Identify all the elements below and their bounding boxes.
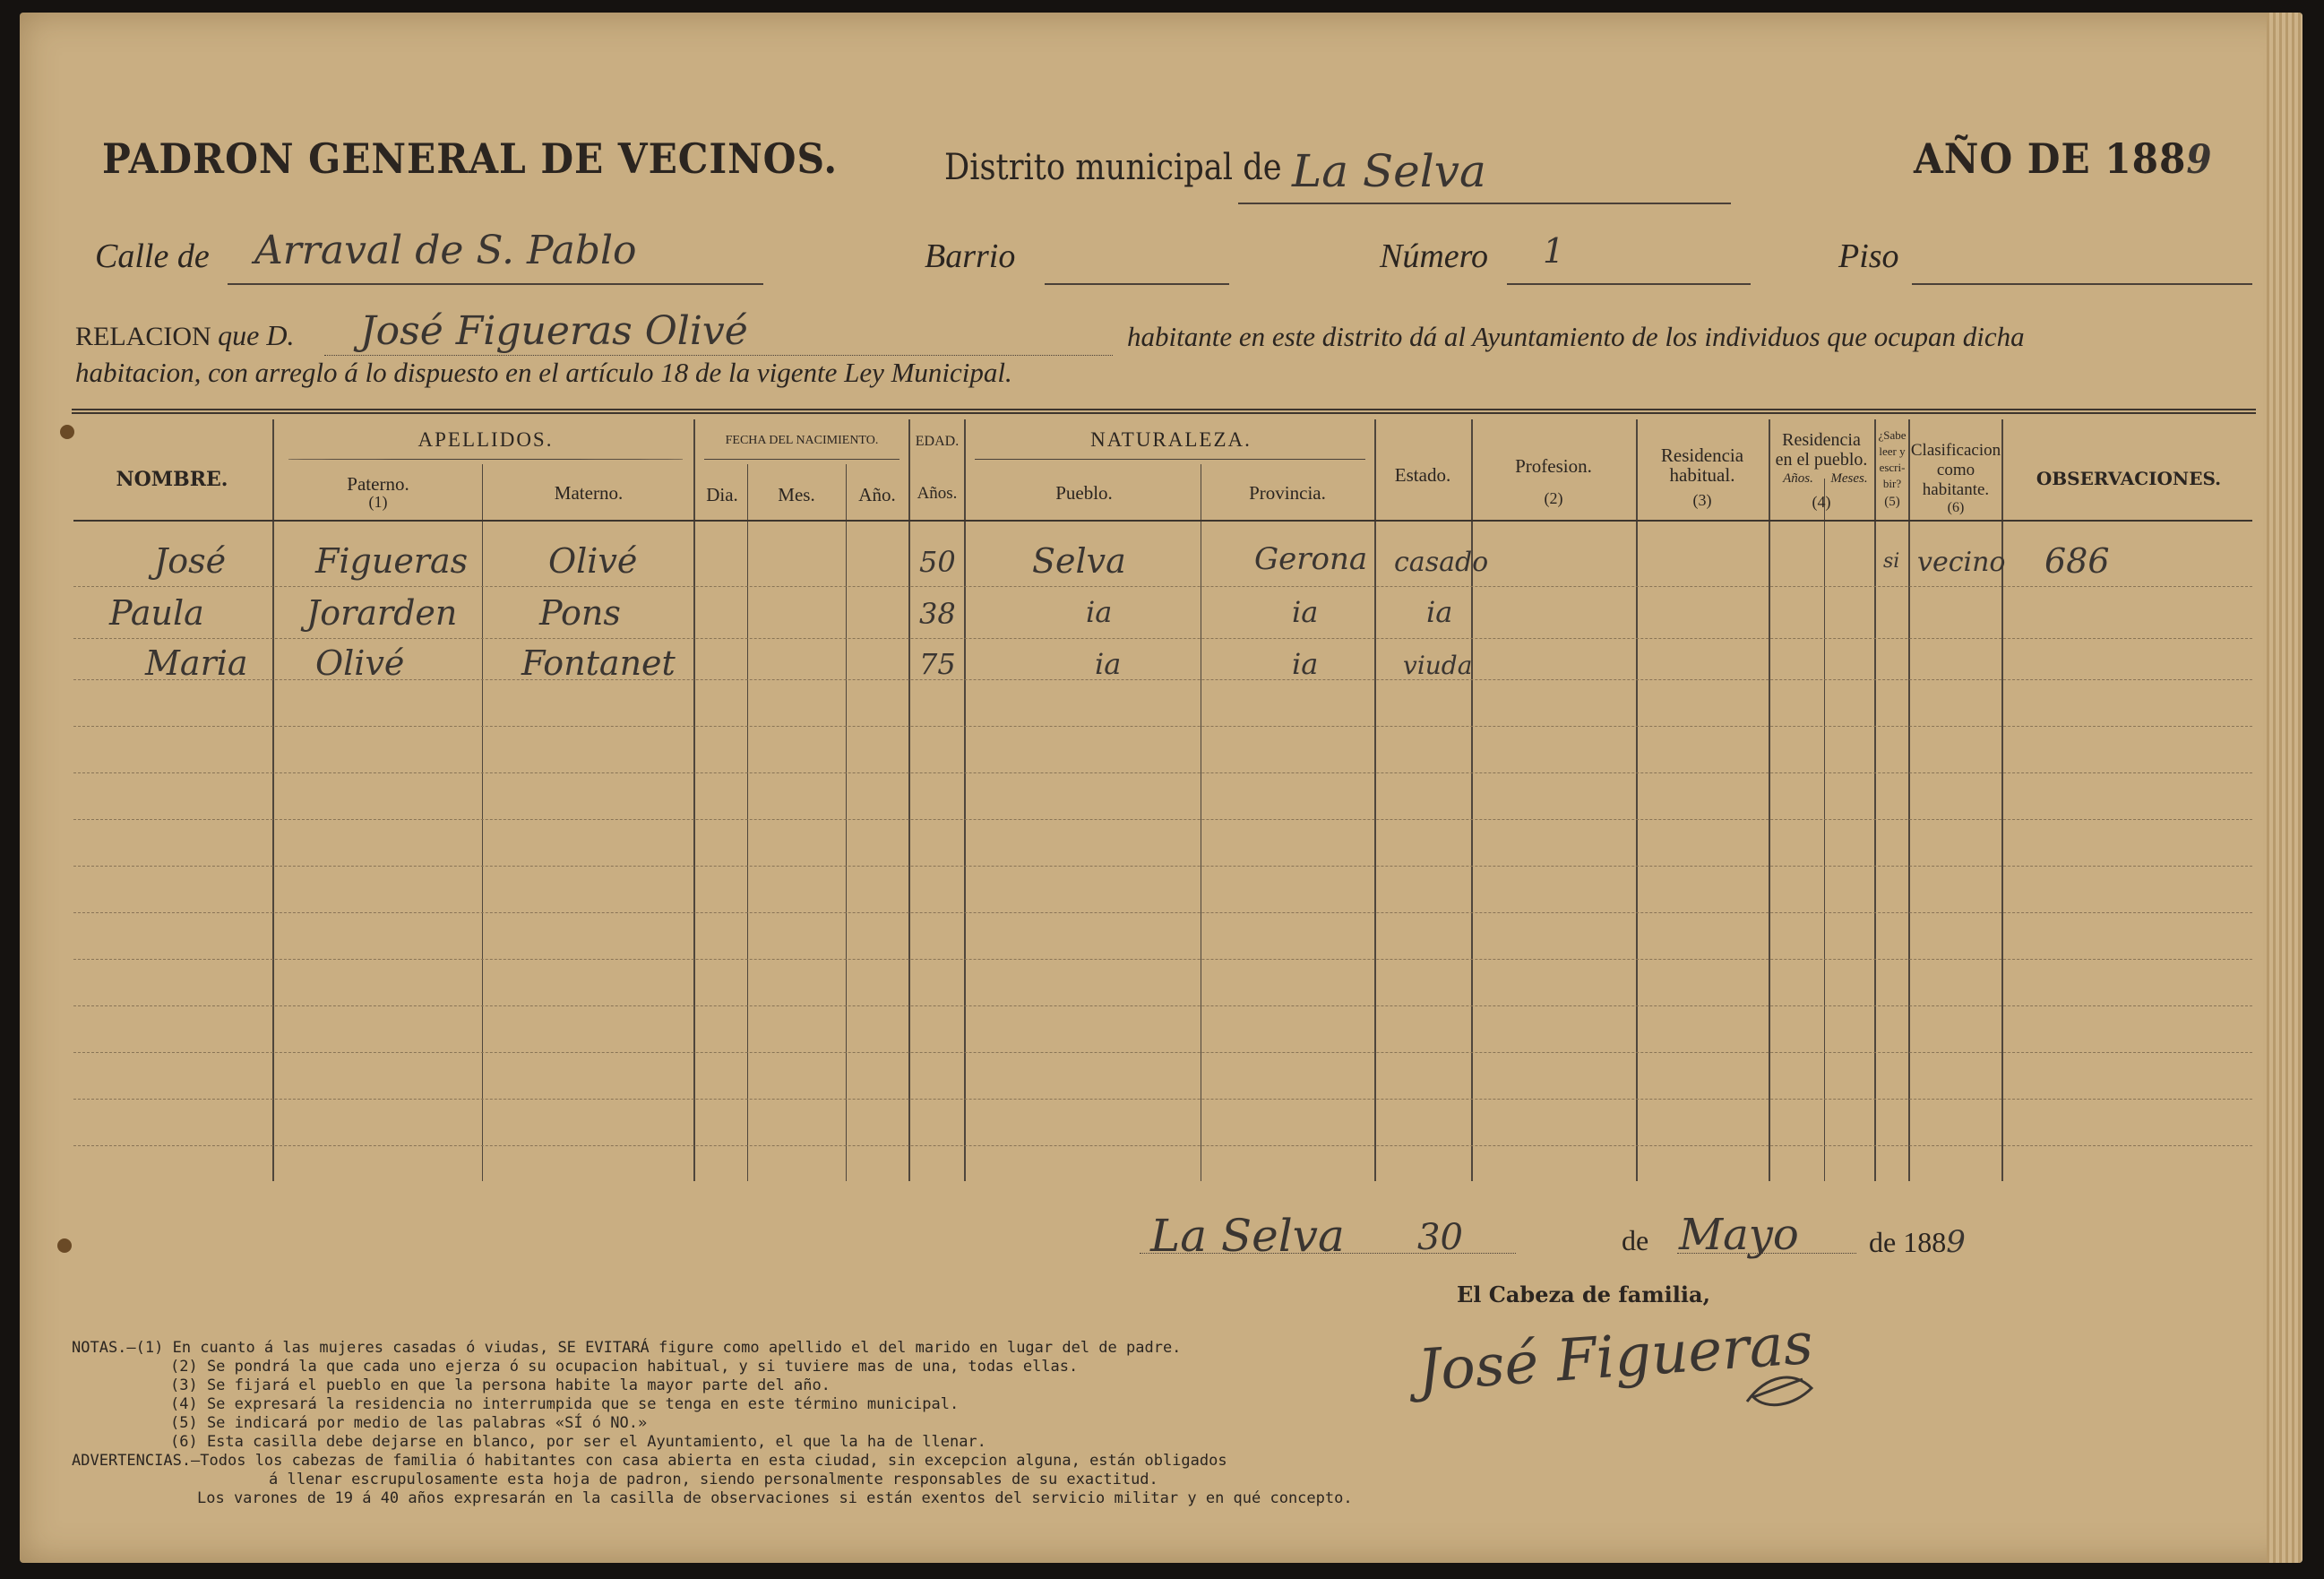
table-row-rule: [73, 772, 2252, 773]
table-row-rule: [73, 1099, 2252, 1100]
note-6: (6) Esta casilla debe dejarse en blanco, por ser el Ayuntamiento, el que la ha de llenar.: [170, 1433, 986, 1451]
table-row-rule: [73, 866, 2252, 867]
header-residencia-hab-num: (3): [1692, 491, 1712, 509]
table-row-rule: [73, 638, 2252, 639]
col-divider: [747, 464, 748, 1181]
year-label: AÑO DE 1889: [1914, 134, 2213, 183]
row-paterno: Olivé: [315, 643, 405, 683]
table-row-rule: [73, 1052, 2252, 1053]
header-provincia: Provincia.: [1249, 482, 1326, 504]
col-divider: [1824, 479, 1825, 1181]
row-nombre: Paula: [109, 593, 204, 633]
header-sabe-1: ¿Sabe: [1878, 428, 1907, 442]
row-nombre: José: [154, 541, 227, 581]
col-divider: [1908, 419, 1910, 1181]
cabeza-label: El Cabeza de familia,: [1457, 1281, 1710, 1307]
row-estado: casado: [1394, 547, 1489, 578]
note-2: (2) Se pondrá la que cada uno ejerza ó su ocupacion habitual, y si tuviere mas de una, todas ellas.: [170, 1358, 1079, 1376]
note-1: NOTAS.—(1) En cuanto á las mujeres casadas ó viudas, SE EVITARÁ figure como apellido el del marido en lugar del de padre.: [72, 1339, 1182, 1357]
header-residencia-anos: Años.: [1783, 471, 1813, 486]
street-value: Arraval de S. Pablo: [254, 228, 637, 273]
col-divider: [846, 464, 847, 1181]
row-observaciones: 686: [2044, 541, 2110, 581]
col-divider: [1374, 419, 1376, 1181]
binding-hole: [57, 1238, 72, 1253]
col-divider: [693, 419, 695, 1181]
row-materno: Fontanet: [521, 643, 676, 683]
col-divider: [908, 419, 910, 1181]
district-label: Distrito municipal de: [944, 147, 1282, 188]
table-row-rule: [73, 1005, 2252, 1006]
relacion-underline: [324, 355, 1113, 356]
note-3: (3) Se fijará el pueblo en que la persona habite la mayor parte del año.: [170, 1376, 831, 1394]
row-edad: 50: [919, 545, 956, 579]
header-estado: Estado.: [1394, 464, 1451, 486]
form-title: PADRON GENERAL DE VECINOS.: [102, 134, 839, 183]
header-profesion: Profesion.: [1515, 455, 1592, 477]
header-materno: Materno.: [554, 482, 624, 504]
header-clasif-3: habitante.: [1922, 480, 1990, 499]
naturaleza-brace: [975, 459, 1365, 460]
header-sabe-4: bir?: [1882, 477, 1902, 490]
district-underline: [1238, 203, 1731, 204]
street-underline: [228, 283, 763, 285]
header-bottom-rule: [73, 520, 2252, 522]
header-residencia-pue-1: Residencia: [1782, 430, 1861, 450]
table-row-rule: [73, 1145, 2252, 1146]
col-divider: [2001, 419, 2003, 1181]
row-materno: Olivé: [548, 541, 638, 581]
header-sabe-3: escri-: [1879, 461, 1906, 474]
header-pueblo: Pueblo.: [1055, 482, 1113, 504]
row-paterno: Figueras: [315, 541, 469, 581]
header-paterno: Paterno.: [347, 473, 409, 495]
advertencia-1: ADVERTENCIAS.—Todos los cabezas de familia ó habitantes con casa abierta en esta ciudad, sin excepcion alguna, están obligados: [72, 1452, 1227, 1470]
table-row-rule: [73, 959, 2252, 960]
row-provincia: ia: [1292, 595, 1319, 629]
header-profesion-num: (2): [1544, 489, 1563, 507]
relacion-name: José Figueras Olivé: [360, 308, 748, 354]
note-4: (4) Se expresará la residencia no interrumpida que se tenga en este término municipal.: [170, 1395, 960, 1413]
col-divider: [1874, 419, 1876, 1181]
row-pueblo: ia: [1095, 647, 1122, 681]
barrio-underline: [1045, 283, 1229, 285]
date-year: de 1889: [1869, 1224, 1966, 1260]
header-sabe-2: leer y: [1879, 444, 1906, 458]
row-sabe: si: [1883, 550, 1900, 573]
piso-label: Piso: [1838, 237, 1899, 275]
header-fecha: FECHA DEL NACIMIENTO.: [725, 434, 879, 447]
census-sheet: [20, 13, 2302, 1563]
header-anos: Años.: [917, 484, 958, 503]
district-value: La Selva: [1292, 145, 1486, 197]
col-divider: [1636, 419, 1638, 1181]
row-edad: 75: [919, 647, 956, 681]
fecha-brace: [704, 459, 899, 460]
header-clasif-1: Clasificacion: [1910, 441, 2001, 460]
col-divider: [1769, 419, 1770, 1181]
header-residencia-pue-2: en el pueblo.: [1775, 450, 1868, 470]
table-row-rule: [73, 912, 2252, 913]
advertencia-3: Los varones de 19 á 40 años expresarán en la casilla de observaciones si están exentos del servicio militar y en qué concepto.: [197, 1489, 1353, 1507]
advertencia-2: á llenar escrupulosamente esta hoja de padron, siendo personalmente responsables de su exactitud.: [269, 1471, 1158, 1488]
piso-underline: [1912, 283, 2252, 285]
page-edge: [2267, 13, 2302, 1563]
que-d-label: que D.: [218, 319, 295, 351]
relacion-text-2: habitacion, con arreglo á lo dispuesto en el artículo 18 de la vigente Ley Municipal.: [75, 357, 1012, 388]
notes-block: [72, 1339, 1353, 1508]
header-residencia-hab-2: habitual.: [1669, 464, 1735, 486]
header-residencia-meses: Meses.: [1830, 471, 1868, 486]
header-sabe-num: (5): [1884, 495, 1900, 509]
header-nombre: NOMBRE.: [116, 468, 228, 491]
relacion-line-1: [75, 319, 294, 352]
row-clasif: vecino: [1917, 547, 2006, 578]
row-estado: ia: [1426, 595, 1453, 629]
col-divider: [964, 419, 966, 1181]
col-divider: [1471, 419, 1473, 1181]
barrio-label: Barrio: [925, 237, 1016, 275]
binding-hole: [60, 425, 74, 439]
numero-label: Número: [1380, 237, 1489, 275]
header-residencia-hab-1: Residencia: [1660, 444, 1744, 466]
header-apellidos: APELLIDOS.: [417, 428, 554, 451]
date-day: 30: [1417, 1217, 1463, 1258]
header-clasif-num: (6): [1947, 500, 1965, 515]
row-estado: viuda: [1403, 651, 1473, 680]
table-top-rule: [72, 409, 2256, 414]
header-clasif-2: como: [1936, 461, 1975, 479]
note-5: (5) Se indicará por medio de las palabras «SÍ ó NO.»: [170, 1414, 648, 1432]
row-pueblo: ia: [1086, 595, 1113, 629]
header-paterno-num: (1): [368, 493, 388, 511]
row-provincia: ia: [1292, 647, 1319, 681]
apellidos-brace: [288, 459, 683, 460]
table-row-rule: [73, 819, 2252, 820]
row-provincia: Gerona: [1254, 541, 1368, 577]
date-place: La Selva: [1150, 1210, 1345, 1262]
row-paterno: Jorarden: [306, 593, 458, 633]
table-row-rule: [73, 726, 2252, 727]
relacion-label: RELACION: [75, 322, 211, 351]
relacion-text-1: habitante en este distrito dá al Ayuntamiento de los individuos que ocupan dicha: [1127, 321, 2025, 352]
table-row-rule: [73, 586, 2252, 587]
header-observaciones: OBSERVACIONES.: [2036, 468, 2222, 489]
col-divider: [272, 419, 274, 1181]
signature-flourish-icon: [1740, 1366, 1820, 1419]
date-month: Mayo: [1679, 1210, 1799, 1260]
header-naturaleza: NATURALEZA.: [1090, 428, 1252, 451]
header-residencia-pue-num: (4): [1812, 493, 1831, 511]
row-edad: 38: [919, 597, 956, 631]
numero-underline: [1507, 283, 1751, 285]
header-mes: Mes.: [778, 484, 815, 505]
header-edad: EDAD.: [915, 434, 960, 449]
row-pueblo: Selva: [1032, 541, 1126, 581]
col-divider: [482, 464, 483, 1181]
signature: José Figueras: [1415, 1310, 1815, 1405]
header-ano: Año.: [858, 484, 896, 505]
date-de-1: de: [1622, 1224, 1649, 1256]
header-dia: Dia.: [706, 484, 738, 505]
street-label: Calle de: [95, 237, 210, 275]
numero-value: 1: [1543, 231, 1565, 271]
row-nombre: Maria: [145, 643, 248, 683]
row-materno: Pons: [539, 593, 621, 633]
